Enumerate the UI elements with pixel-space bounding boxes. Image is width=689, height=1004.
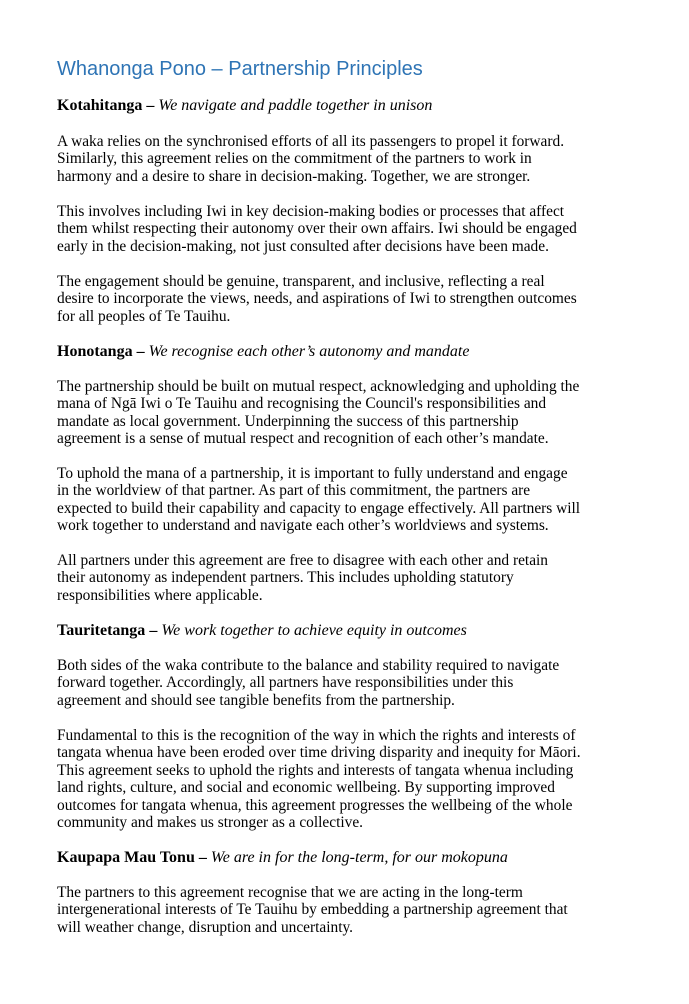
paragraph (57, 552, 657, 604)
paragraph (57, 884, 657, 936)
page-title: Whanonga Pono – Partnership Principles (57, 58, 423, 80)
text-line: mana of Ngā Iwi o Te Tauihu and recognising the Council's responsibilities and (57, 395, 547, 413)
text-line: harmony and a desire to share in decision-making. Together, we are stronger. (57, 167, 531, 185)
section-subtitle: We work together to achieve equity in outcomes (161, 622, 467, 639)
text-line: land rights, culture, and social and economic wellbeing. By supporting improved (57, 779, 555, 797)
text-line: their autonomy as independent partners. This includes upholding statutory (57, 569, 514, 587)
paragraph (57, 133, 657, 185)
text-line: Fundamental to this is the recognition of the way in which the rights and interests of (57, 727, 576, 744)
text-line: A waka relies on the synchronised efforts of all its passengers to propel it forward. (57, 133, 565, 150)
paragraph (57, 378, 657, 448)
text-line: The engagement should be genuine, transparent, and inclusive, reflecting a real (57, 273, 545, 290)
text-line: outcomes for tangata whenua, this agreement progresses the wellbeing of the whole (57, 796, 573, 814)
text-line: tangata whenua have been eroded over time driving disparity and inequity for Māori. (57, 744, 581, 762)
text-line: To uphold the mana of a partnership, it is important to fully understand and engage (57, 465, 568, 482)
section-dash: – (146, 97, 155, 114)
text-line: for all peoples of Te Tauihu. (57, 307, 231, 325)
section-name: Honotanga (57, 343, 133, 360)
section-heading-kaupapa-mau-tonu (57, 848, 508, 868)
section-dash: – (136, 343, 145, 360)
section-subtitle: We navigate and paddle together in unison (158, 97, 433, 114)
paragraph (57, 657, 657, 709)
text-line: Both sides of the waka contribute to the balance and stability required to navigate (57, 657, 560, 674)
section-subtitle: We recognise each other’s autonomy and mandate (148, 343, 470, 360)
section-heading-honotanga (57, 342, 469, 362)
section-subtitle: We are in for the long-term, for our mokopuna (210, 849, 508, 866)
text-line: intergenerational interests of Te Tauihu by embedding a partnership agreement that (57, 901, 568, 919)
text-line: desire to incorporate the views, needs, and aspirations of Iwi to strengthen outcomes (57, 290, 577, 308)
text-line: agreement and should see tangible benefits from the partnership. (57, 691, 455, 709)
paragraph (57, 727, 657, 831)
section-name: Kaupapa Mau Tonu (57, 849, 195, 866)
text-line: This agreement seeks to uphold the rights and interests of tangata whenua including (57, 761, 574, 779)
text-line: expected to build their capability and capacity to engage effectively. All partners will (57, 499, 581, 517)
text-line: agreement is a sense of mutual respect and recognition of each other’s mandate. (57, 430, 549, 448)
text-line: in the worldview of that partner. As part of this commitment, the partners are (57, 482, 531, 500)
text-line: will weather change, disruption and uncertainty. (57, 918, 354, 936)
text-line: them whilst respecting their autonomy over their own affairs. Iwi should be engaged (57, 220, 577, 238)
text-line: work together to understand and navigate each other’s worldviews and systems. (57, 517, 549, 535)
text-line: forward together. Accordingly, all partners have responsibilities under this (57, 674, 514, 692)
section-dash: – (149, 622, 158, 639)
text-line: community and makes us stronger as a collective. (57, 814, 364, 832)
text-line: The partnership should be built on mutual respect, acknowledging and upholding the (57, 378, 580, 395)
paragraph (57, 203, 657, 255)
section-heading-tauritetanga (57, 621, 467, 641)
section-dash: – (198, 849, 207, 866)
paragraph (57, 273, 657, 325)
paragraph (57, 465, 657, 535)
text-line: All partners under this agreement are free to disagree with each other and retain (57, 552, 548, 569)
section-name: Tauritetanga (57, 622, 146, 639)
text-line: This involves including Iwi in key decision-making bodies or processes that affect (57, 203, 565, 220)
text-line: Similarly, this agreement relies on the commitment of the partners to work in (57, 150, 532, 168)
text-line: early in the decision-making, not just consulted after decisions have been made. (57, 237, 549, 255)
text-line: mandate as local government. Underpinning the success of this partnership (57, 412, 519, 430)
section-name: Kotahitanga (57, 97, 143, 114)
section-heading-kotahitanga (57, 96, 432, 116)
text-line: responsibilities where applicable. (57, 586, 263, 604)
text-line: The partners to this agreement recognise that we are acting in the long-term (57, 884, 523, 901)
